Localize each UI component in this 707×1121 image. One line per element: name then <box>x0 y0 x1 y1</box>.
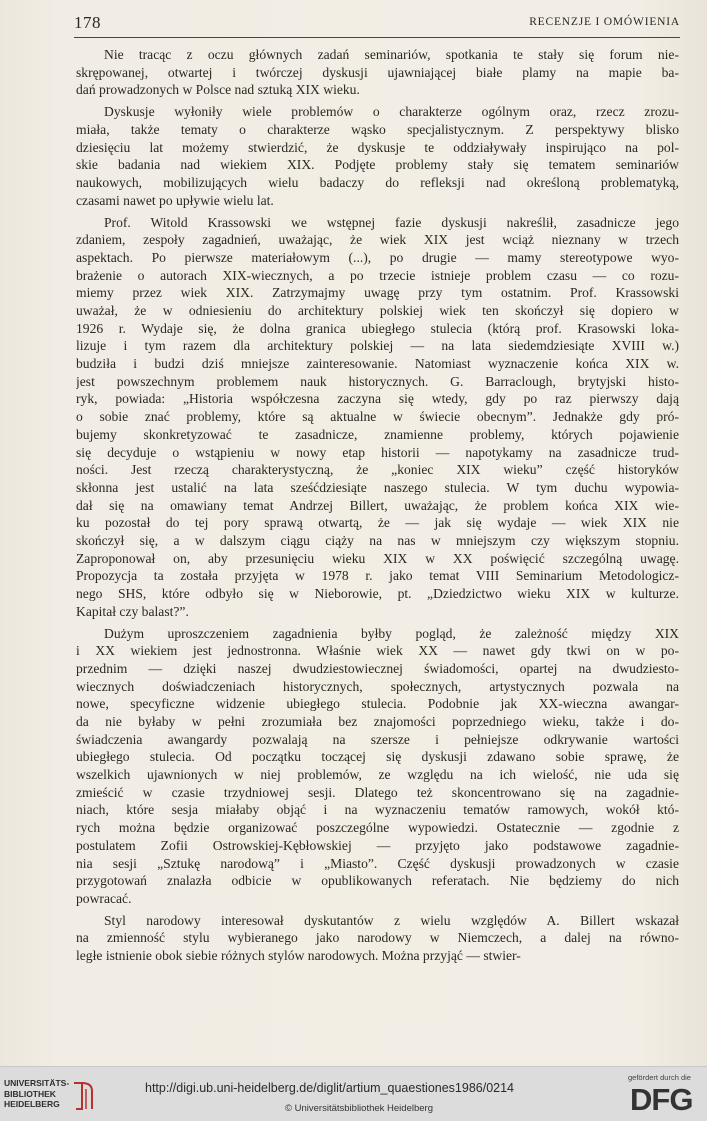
text-line: skrępowanej, otwartej i twórczej dyskusji ujawniającej białe plamy na mapie ba- <box>76 64 679 80</box>
text-line: budziła i budzi dziś mniejsze zainteresowanie. Natomiast wyznaczenie końca XIX w. <box>76 356 679 372</box>
text-line: ku pozostał do tej pory sprawą otwartą, że — jak się wydaje — wiek XIX nie <box>76 515 679 531</box>
copyright-notice: © Universitätsbibliothek Heidelberg <box>285 1103 433 1114</box>
text-line: Nie tracąc z oczu głównych zadań seminariów, spotkania te stały się forum nie- <box>104 47 679 62</box>
library-name-line: BIBLIOTHEK <box>4 1088 56 1099</box>
text-line: miała, także tematy o charakterze wąsko specjalistycznym. Z perspektywy blisko <box>76 121 679 137</box>
text-line: naukowych, mobilizujących wielu badaczy do refleksji nad określoną problematyką, <box>76 175 679 190</box>
text-line: Propozycja ta została przyjęta w 1978 r. jako temat VIII Seminarium Metodologicz- <box>76 568 679 584</box>
text-line: się decyduje o wstąpieniu w nowy etap historii — napotykamy na zasadnicze trud- <box>76 444 679 460</box>
text-line: Prof. Witold Krassowski we wstępnej fazie dyskusji nakreślił, zasadnicze jego <box>104 214 679 230</box>
text-line: ryk, powiada: „Historia współczesna zaczyna się wtedy, gdy po raz pierwszy dają <box>76 391 679 407</box>
text-line: postulatem Zofii Ostrowskiej-Kębłowskiej — przyjęto jako podstawowe zagadnie- <box>76 837 679 853</box>
paragraph <box>76 912 679 965</box>
funder-name: DFG <box>630 1082 693 1117</box>
text-line: dań prowadzonych w Polsce nad sztuką XIX wieku. <box>76 82 360 98</box>
text-line: zdaniem, zespoły zagadnień, uważając, że wiek XIX jest wciąż nieznany w trzech <box>76 232 679 248</box>
text-line: dziesięciu lat możemy stwierdzić, że dyskusje te oddziaływały inspirująco na pol- <box>76 139 679 155</box>
text-line: skłonna jest ustalić na lata sześćdziesiąte naszego stulecia. W tym duchu wypowia- <box>76 479 679 495</box>
text-line: ności. Jest rzeczą charakterystyczną, że „koniec XIX wieku” część historyków <box>76 462 679 478</box>
text-line: da nie byłaby w pełni zrozumiała bez znajomości poprzedniego wieku, także i do- <box>76 714 679 729</box>
text-line: niach, które sesja miałaby objąć i na wyznaczeniu tematów ramowych, wokół któ- <box>76 802 679 818</box>
text-line: skie badania nad wiekiem XIX. Podjęte problemy stały się tematem seminariów <box>76 157 679 173</box>
text-line: nego SHS, które odbyło się w Nieborowie, pt. „Dziedzictwo wieku XIX w kulturze. <box>76 586 679 601</box>
text-line: przednim — dzięki naszej dwudziestowiecznej świadomości, opartej na dwudziesto- <box>76 660 679 676</box>
text-line: aspektach. Po pierwsze materiałowym (...), po drugie — mamy stereotypowe wyo- <box>76 249 679 265</box>
text-line: rych można będzie organizować poszczególne wypowiedzi. Ostatecznie — zgodnie z <box>76 820 679 836</box>
text-line: skończył się, a w dalszym ciągu ciąży na nas w mniejszym czy większym stopniu. <box>76 532 679 548</box>
library-mark-icon <box>72 1079 96 1111</box>
text-line: miemy przez wiek XIX. Zatrzymajmy uwagę przy tym ostatnim. Prof. Krassowski <box>76 285 679 301</box>
text-line: bujemy skonkretyzować te zasadnicze, znamienne problemy, których pojawienie <box>76 426 679 442</box>
text-line: świadczenia awangardy pozwalają na szersze i pełniejsze odkrywanie wartości <box>76 731 679 747</box>
text-line: nowe, specyficzne widzenie ubiegłego stulecia. Podobnie jak XX-wieczna awangar- <box>76 696 679 712</box>
text-line: powracać. <box>76 890 132 906</box>
text-line: o sobie znać problemy, które są aktualne w świecie obecnym”. Jednakże gdy pró- <box>76 409 679 425</box>
running-head: RECENZJE I OMÓWIENIA <box>529 16 680 28</box>
text-line: Styl narodowy interesował dyskutantów z wielu względów A. Billert wskazał <box>104 912 679 928</box>
text-line: ległe istnienie obok siebie różnych stylów narodowych. Można przyjąć — stwier- <box>76 948 521 964</box>
dfg-logo[interactable] <box>628 1073 700 1117</box>
text-line: wiecznych doświadczeniach historycznych, społecznych, artystycznych pozwala na <box>76 678 679 694</box>
text-line: uważał, że w odniesieniu do architektury polskiej wiek ten skończył się dopiero w <box>76 303 679 318</box>
text-line: Dyskusje wyłoniły wiele problemów o charakterze ogólnym oraz, rzecz zrozu- <box>104 104 679 120</box>
text-line: na zmienność stylu wybieranego jako narodowy w Niemczech, a dalej na równo- <box>76 930 679 946</box>
library-logo[interactable] <box>4 1078 134 1114</box>
paragraph <box>76 625 679 908</box>
paragraph <box>76 103 679 209</box>
text-line: Kapitał czy balast?”. <box>76 603 189 619</box>
library-name-line: UNIVERSITÄTS- <box>4 1078 70 1088</box>
text-line: jest powszechnym problemem nauk historycznych. G. Barraclough, brytyjski histo- <box>76 373 679 389</box>
article-body <box>76 46 679 969</box>
text-line: zmieścić w czasie trzydniowej sesji. Dlatego też skoncentrowano się na zagadnie- <box>76 784 679 800</box>
library-name-line: HEIDELBERG <box>4 1099 60 1109</box>
text-line: nia sesji „Sztukę narodową” i „Miasto”. Część dyskusji prowadzonych w czasie <box>76 855 679 871</box>
text-line: przygotowań znalazła odbicie w opublikowanych referatach. Nie będziemy do nich <box>76 873 679 889</box>
funder-note: gefördert durch die <box>628 1073 691 1082</box>
library-name <box>4 1078 69 1110</box>
text-line: lizuje i tym razem dla architektury polskiej — na lata siedemdziesiąte XVIII w.) <box>76 338 679 354</box>
page-header <box>74 13 680 38</box>
text-line: dał się na omawiany temat Andrzej Billert, uważając, że problem końca XIX wie- <box>76 497 679 513</box>
page-number: 178 <box>74 13 101 32</box>
text-line: ubiegłego stulecia. Od początku toczącej się dyskusji zdawano sobie sprawę, że <box>76 749 679 765</box>
text-line: brażenie o autorach XIX-wiecznych, a po trzecie istnieje problem czasu — co rozu- <box>76 267 679 283</box>
text-line: wszelkich ujawnionych w niej problemów, ze względu na ich wielość, nie uda się <box>76 767 679 783</box>
permalink[interactable]: http://digi.ub.uni-heidelberg.de/diglit/artium_quaestiones1986/0214 <box>145 1081 515 1095</box>
text-line: Zaproponował on, aby przesunięciu wieku XIX w XX poświęcić szczególną uwagę. <box>76 550 679 566</box>
paragraph <box>76 46 679 99</box>
text-line: Dużym uproszczeniem zagadnienia byłby pogląd, że zależność między XIX <box>104 625 679 641</box>
paragraph <box>76 214 679 621</box>
text-line: 1926 r. Wydaje się, że dolna granica ubiegłego stulecia (którą prof. Krasowski loka- <box>76 320 679 336</box>
text-line: i XX wiekiem jest jednostronna. Właśnie wiek XX — nawet gdy tkwi on w po- <box>76 643 679 659</box>
viewer-footer <box>0 1066 707 1121</box>
text-line: czasami nawet po upływie wielu lat. <box>76 192 274 208</box>
